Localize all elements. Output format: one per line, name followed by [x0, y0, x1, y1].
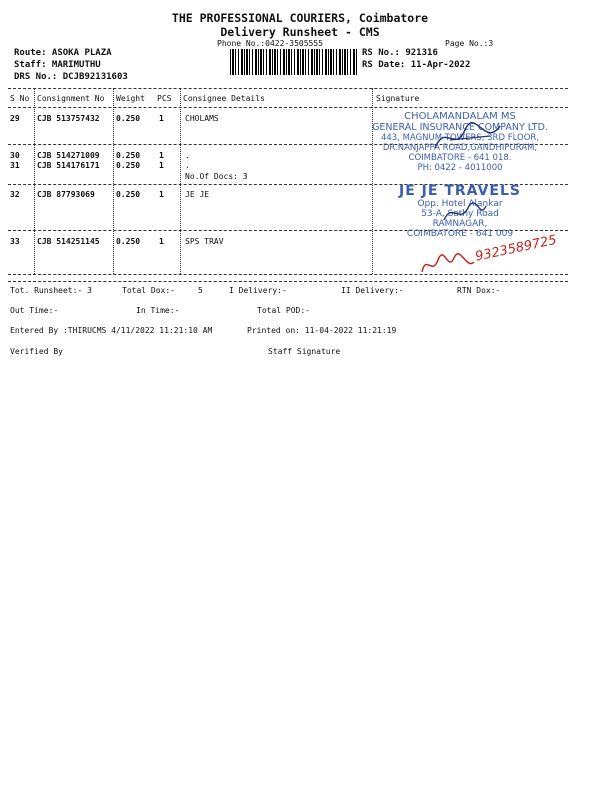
verified-by: Verified By	[10, 347, 63, 356]
table-header-rule	[8, 107, 568, 108]
row-sno: 32	[10, 190, 20, 199]
rs-date: RS Date: 11-Apr-2022	[362, 60, 471, 70]
tot-runsheet: Tot. Runsheet:- 3	[10, 286, 92, 295]
docs-count: No.Of Docs: 3	[185, 172, 248, 181]
row-consignment: CJB 514176171	[37, 161, 100, 170]
printed-on: Printed on: 11-04-2022 11:21:19	[247, 326, 397, 335]
col-divider	[180, 88, 181, 274]
signature-scribble	[418, 250, 478, 278]
row-consignee: JE JE	[185, 190, 210, 199]
col-divider	[113, 88, 114, 274]
rtn-dox: RTN Dox:-	[457, 286, 501, 295]
row-sno: 29	[10, 114, 20, 123]
row-consignment: CJB 514271009	[37, 151, 100, 160]
drs-number: DRS No.: DCJB92131603	[14, 72, 128, 82]
row-weight: 0.250	[116, 190, 141, 199]
barcode	[230, 49, 358, 75]
jeje-travels-stamp: JE JE TRAVELS Opp. Hotel Alankar 53-A, Sathy Road RAMNAGAR, COIMBATORE - 641 009	[399, 183, 521, 239]
total-pod: Total POD:-	[257, 306, 310, 315]
runsheet-subtitle: Delivery Runsheet - CMS	[220, 25, 380, 39]
row-sno: 33	[10, 237, 20, 246]
row-consignee: CHOLAMS	[185, 114, 219, 123]
footer-rule	[8, 281, 568, 282]
col-signature: Signature	[376, 94, 420, 103]
staff-signature: Staff Signature	[268, 347, 341, 356]
company-title: THE PROFESSIONAL COURIERS, Coimbatore	[171, 11, 429, 25]
in-time: In Time:-	[136, 306, 180, 315]
row-sno: 30	[10, 151, 20, 160]
row-consignment: CJB 87793069	[37, 190, 95, 199]
row-consignment: CJB 513757432	[37, 114, 100, 123]
out-time: Out Time:-	[10, 306, 59, 315]
row-pcs: 1	[159, 114, 164, 123]
page-number: Page No.:3	[445, 39, 494, 48]
staff-label: Staff: MARIMUTHU	[14, 60, 101, 70]
cholamandalam-stamp: CHOLAMANDALAM MS GENERAL INSURANCE COMPANY LTD. 443, MAGNUM TOWERS, 3RD FLOOR, DR.NANJAPPA ROAD,GANDHIPURAM, COIMBATORE - 641 018. PH: 0422 - 4011000	[372, 111, 548, 173]
ii-delivery: II Delivery:-	[341, 286, 404, 295]
table-bottom-rule	[8, 274, 568, 275]
row-consignment: CJB 514251145	[37, 237, 100, 246]
row-weight: 0.250	[116, 114, 141, 123]
col-consignee: Consignee Details	[183, 94, 265, 103]
signature-scribble	[430, 118, 510, 158]
col-sno: S No	[10, 94, 30, 103]
row-consignee: SPS TRAV	[185, 237, 224, 246]
row-pcs: 1	[159, 161, 164, 170]
row-pcs: 1	[159, 237, 164, 246]
entered-by: Entered By :THIRUCMS 4/11/2022 11:21:10 AM	[10, 326, 213, 335]
table-top-rule	[8, 88, 568, 89]
row-weight: 0.250	[116, 161, 141, 170]
col-consignment: Consignment No	[37, 94, 105, 103]
rs-number: RS No.: 921316	[362, 48, 438, 58]
handwritten-phone-number: 9323589725	[474, 232, 559, 265]
col-weight: Weight	[116, 94, 145, 103]
i-delivery: I Delivery:-	[229, 286, 287, 295]
row-pcs: 1	[159, 151, 164, 160]
route-label: Route: ASOKA PLAZA	[14, 48, 112, 58]
row-weight: 0.250	[116, 151, 141, 160]
total-dox-value: 5	[198, 286, 203, 295]
col-pcs: PCS	[157, 94, 172, 103]
phone-number: Phone No.:0422-3505555	[217, 39, 323, 48]
col-divider	[34, 88, 35, 274]
signature-scribble	[440, 200, 490, 226]
row-pcs: 1	[159, 190, 164, 199]
row-consignee: .	[185, 151, 190, 160]
total-dox-label: Total Dox:-	[122, 286, 175, 295]
row-weight: 0.250	[116, 237, 141, 246]
row-sno: 31	[10, 161, 20, 170]
row-consignee: .	[185, 161, 190, 170]
